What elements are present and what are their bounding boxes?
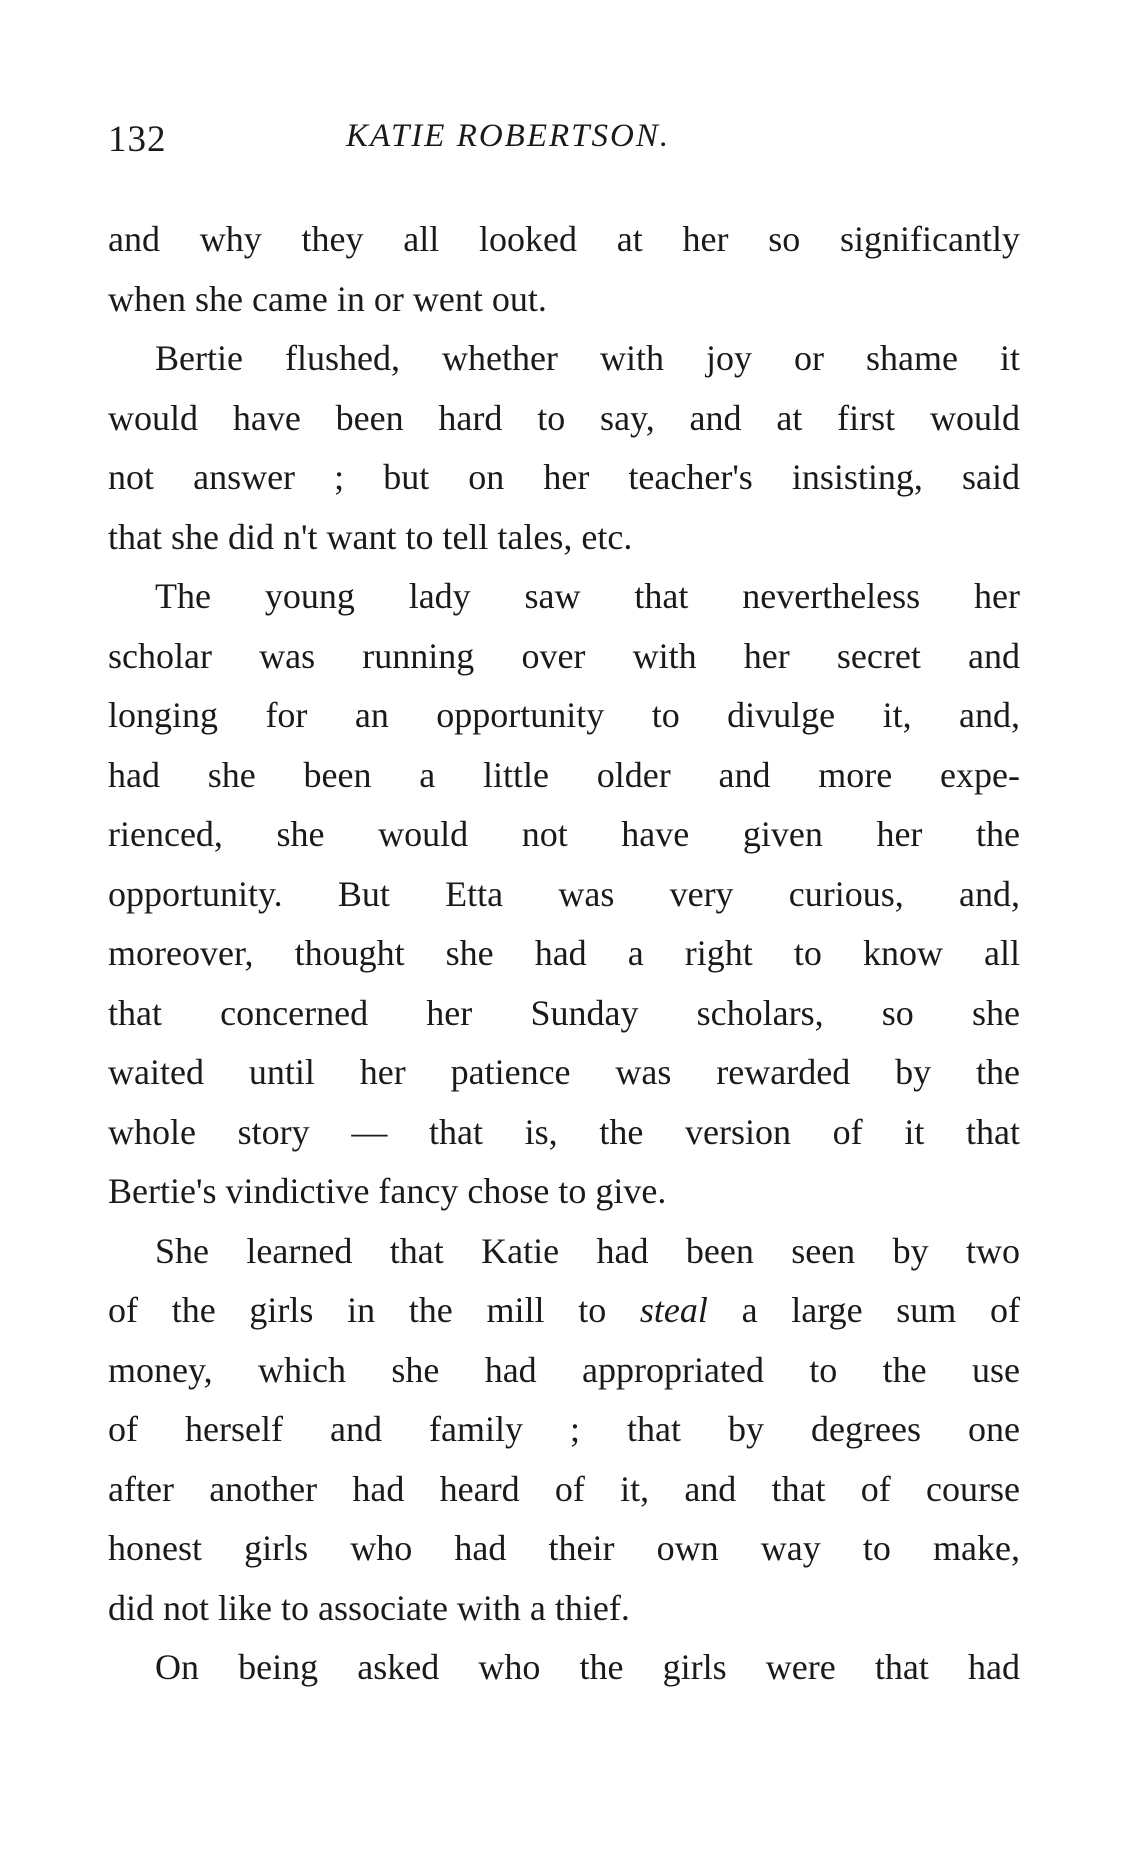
text-line: Bertie's vindictive fancy chose to give. [108, 1171, 667, 1211]
running-title: KATIE ROBERTSON. [346, 118, 671, 154]
text-line: not answer ; but on her teacher's insisting, said [108, 457, 1020, 497]
body-text [108, 210, 1020, 1698]
text-line: had she been a little older and more expe- [108, 754, 1020, 795]
page-header [108, 118, 1020, 168]
text-line: moreover, thought she had a right to know all [108, 933, 1020, 973]
text-line: that she did n't want to tell tales, etc. [108, 516, 633, 557]
text-line: opportunity. But Etta was very curious, and, [108, 873, 1020, 914]
text-line: honest girls who had their own way to make, [108, 1528, 1020, 1568]
text-line: money, which she had appropriated to the use [108, 1349, 1020, 1390]
page-number: 132 [108, 119, 167, 160]
text-line: Bertie flushed, whether with joy or shame it [155, 338, 1020, 378]
text-line: and why they all looked at her so significantly [108, 219, 1020, 259]
text-line: did not like to associate with a thief. [108, 1587, 630, 1628]
text-segment: of the girls in the mill to [108, 1290, 640, 1330]
text-line: waited until her patience was rewarded by the [108, 1052, 1020, 1092]
text-line: when she came in or went out. [108, 278, 547, 319]
text-segment: a large sum of [707, 1290, 1020, 1330]
text-line: longing for an opportunity to divulge it, and, [108, 695, 1020, 735]
text-line [108, 1281, 1020, 1341]
text-line: She learned that Katie had been seen by two [155, 1230, 1020, 1271]
italic-word: steal [639, 1290, 708, 1330]
text-line: On being asked who the girls were that had [155, 1647, 1020, 1687]
text-line: scholar was running over with her secret and [108, 635, 1020, 676]
text-line: that concerned her Sunday scholars, so she [108, 992, 1020, 1033]
text-line: The young lady saw that nevertheless her [155, 576, 1020, 616]
text-line: after another had heard of it, and that of course [108, 1468, 1020, 1509]
text-line: of herself and family ; that by degrees one [108, 1409, 1020, 1449]
text-line: whole story — that is, the version of it that [108, 1111, 1020, 1152]
text-line: would have been hard to say, and at first would [108, 397, 1020, 438]
text-line: rienced, she would not have given her the [108, 814, 1020, 854]
